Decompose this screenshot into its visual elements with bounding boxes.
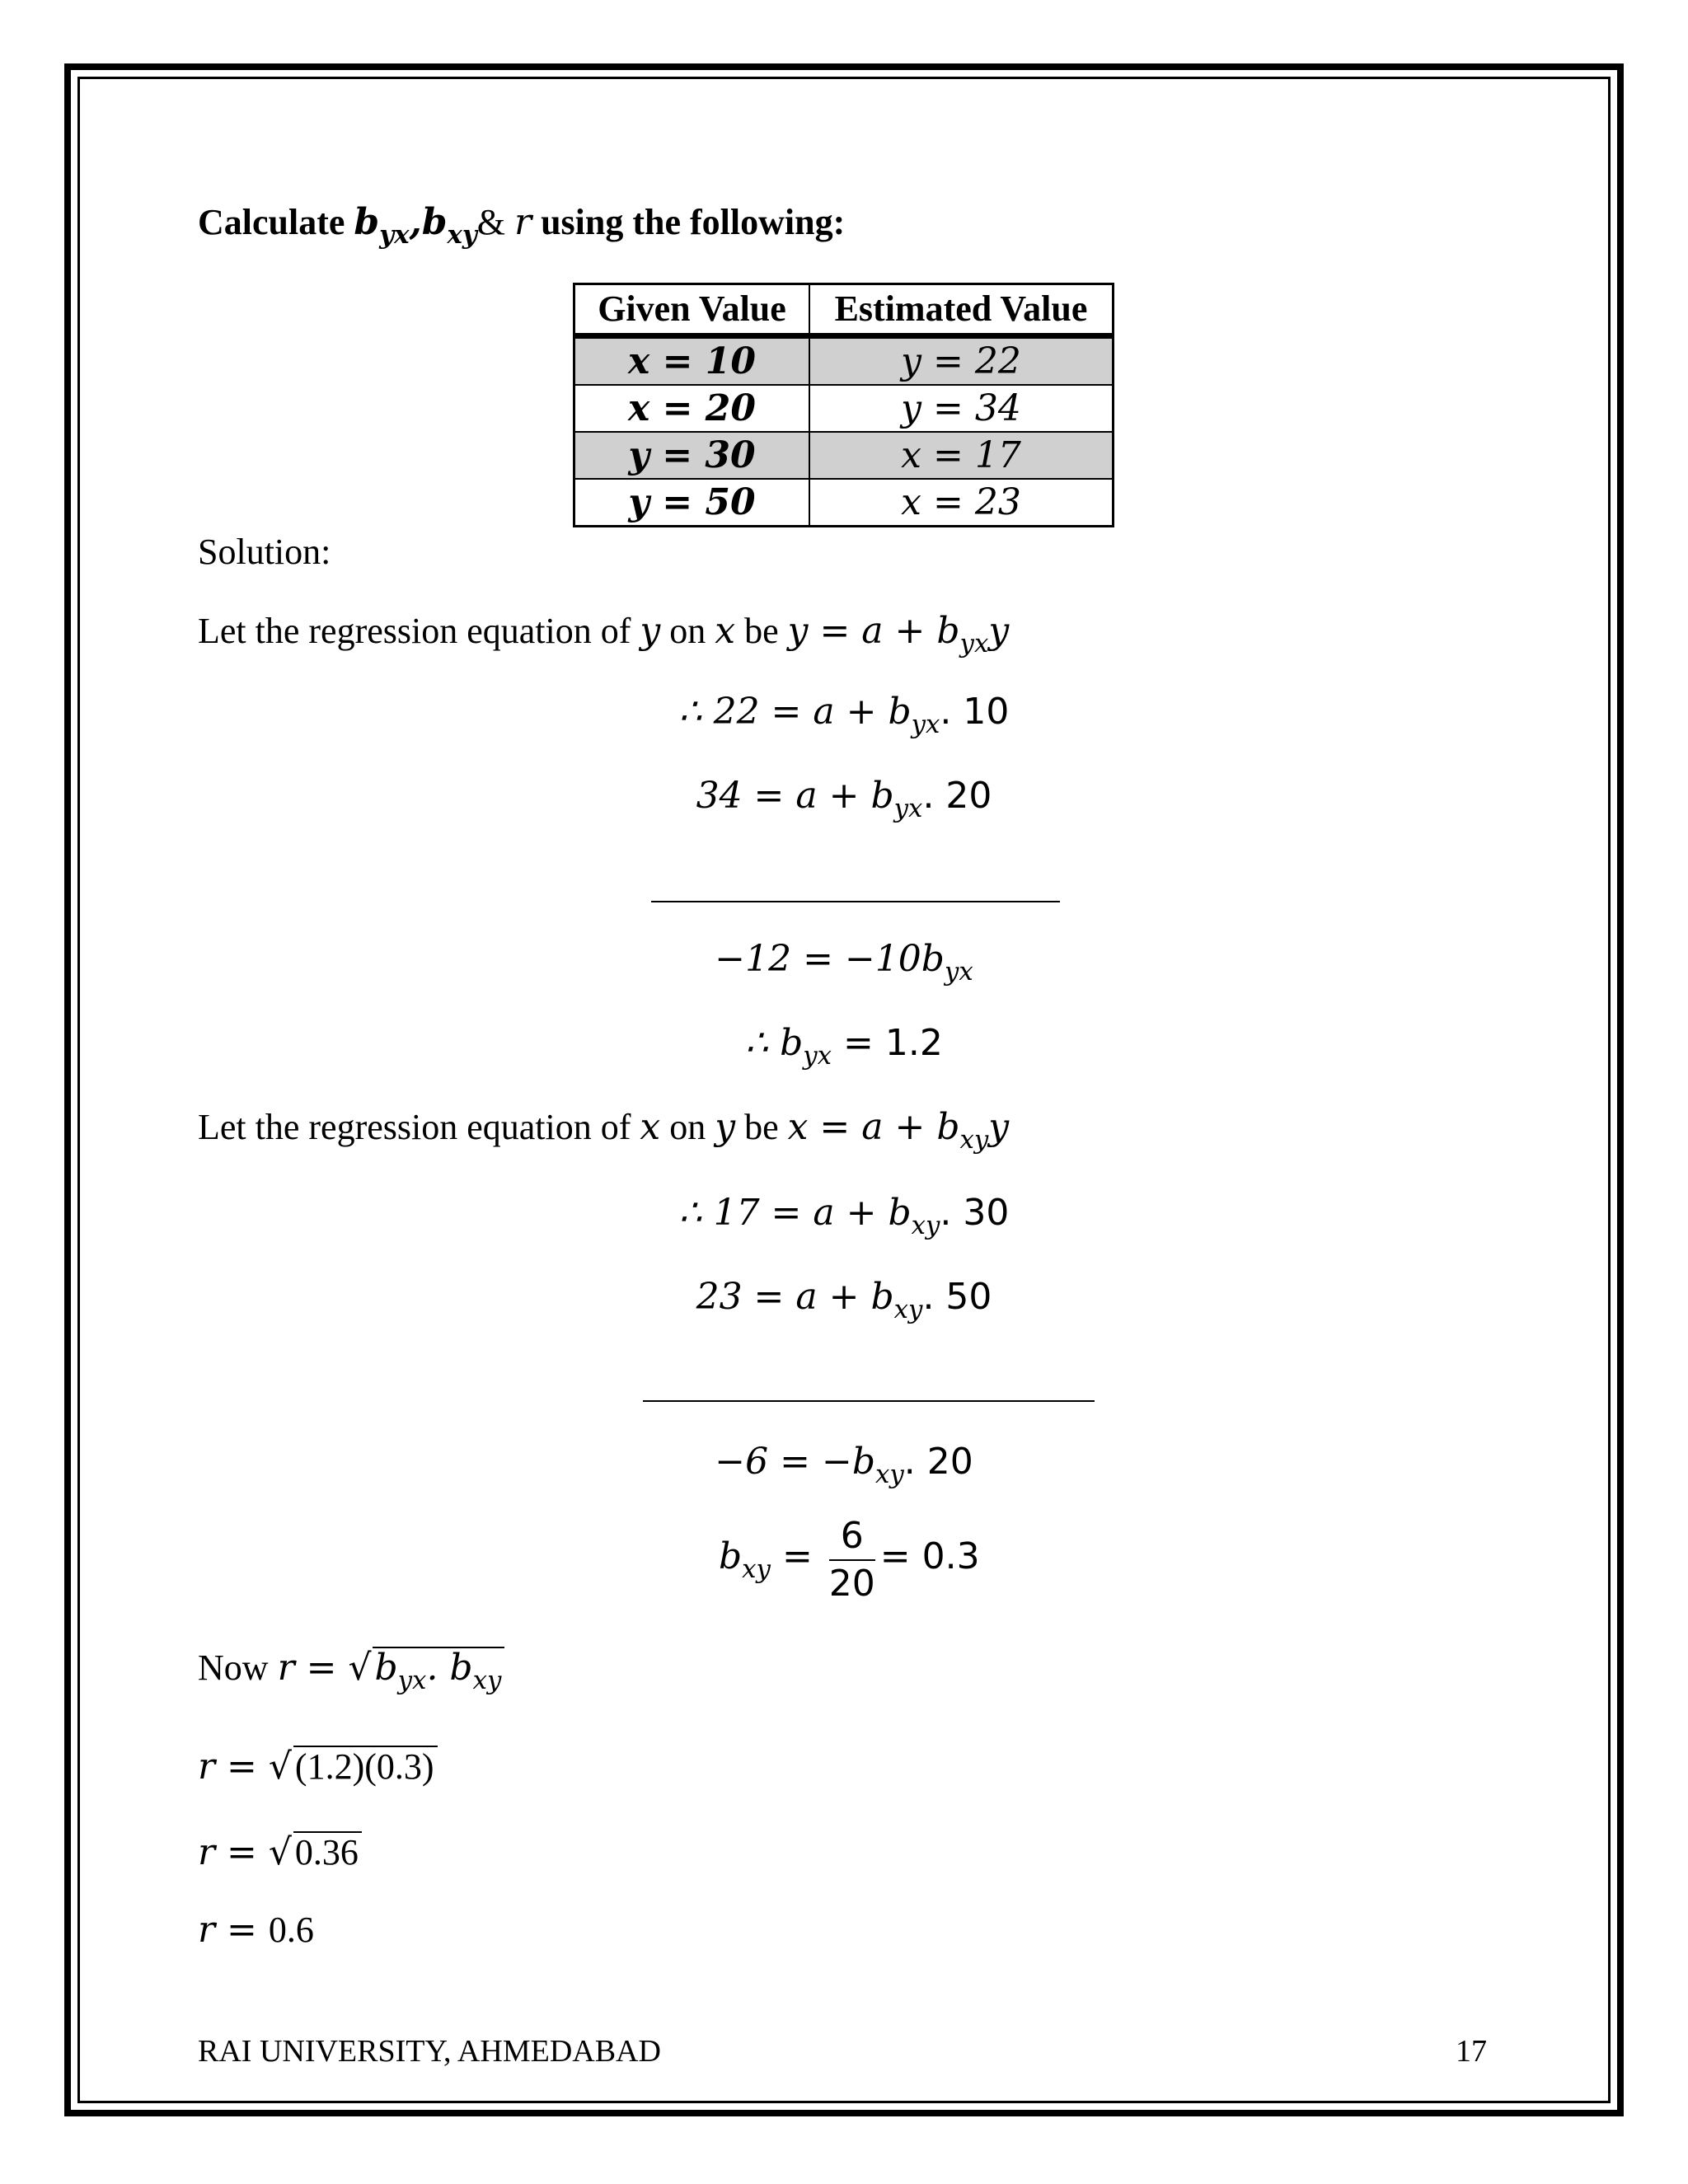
regression-x-on-y-statement: Let the regression equation of x on y be $x = a + b_{xy}y$ xyxy=(198,1106,1010,1155)
estimated-cell: y = 22 xyxy=(809,336,1114,386)
table-row xyxy=(574,336,1114,386)
equation-7: $-6 = -b_{xy}$. 20 xyxy=(715,1441,973,1489)
column-header-given: Given Value xyxy=(574,284,810,336)
footer-university: RAI UNIVERSITY, AHMEDABAD xyxy=(198,2034,661,2069)
table-row xyxy=(574,385,1114,432)
estimated-cell: x = 17 xyxy=(809,432,1114,479)
regression-y-on-x-statement: Let the regression equation of y on x be $y = a + b_{yx}y$ xyxy=(198,610,1010,658)
given-cell: x = 10 xyxy=(574,336,810,386)
page-number: 17 xyxy=(1456,2034,1487,2069)
estimated-cell: y = 34 xyxy=(809,385,1114,432)
equation-8: $b_{xy}$ = $\frac{6}{20}$ = 0.3 xyxy=(719,1515,980,1605)
table-header-row xyxy=(574,284,1114,336)
given-cell: x = 20 xyxy=(574,385,810,432)
subtraction-rule-1 xyxy=(651,901,1060,902)
equation-2: $34 = a + b_{yx}$. 20 xyxy=(696,775,992,823)
correlation-result: r = 0.6 xyxy=(198,1909,314,1951)
equation-4: ∴ $b_{yx} = 1.2$ xyxy=(745,1022,943,1071)
correlation-formula: Now $r = √b_{yx}$. $b_{xy}$ xyxy=(198,1647,504,1694)
equation-3: $-12 = -10b_{yx}$ xyxy=(715,938,973,987)
table-row xyxy=(574,479,1114,527)
equation-6: $23 = a + b_{xy}$. 50 xyxy=(696,1276,992,1324)
given-cell: y = 50 xyxy=(574,479,810,527)
estimated-cell: x = 23 xyxy=(809,479,1114,527)
fraction: $\frac{6}{20}$ xyxy=(828,1515,875,1605)
equation-5: ∴ $17 = a + b_{xy}$. 30 xyxy=(678,1192,1010,1240)
correlation-step-1: r = √(1.2)(0.3) xyxy=(198,1746,438,1785)
subtraction-rule-2 xyxy=(643,1400,1095,1402)
question-heading: Calculate $b_{yx},b_{xy}\&$ r using the following: xyxy=(198,201,846,250)
given-estimated-table xyxy=(573,283,1114,527)
given-cell: y = 30 xyxy=(574,432,810,479)
table-row xyxy=(574,432,1114,479)
equation-1: ∴ $22 = a + b_{yx}$. 10 xyxy=(678,691,1010,739)
solution-label: Solution: xyxy=(198,532,331,572)
column-header-estimated: Estimated Value xyxy=(809,284,1114,336)
correlation-step-2: r = √0.36 xyxy=(198,1831,362,1871)
